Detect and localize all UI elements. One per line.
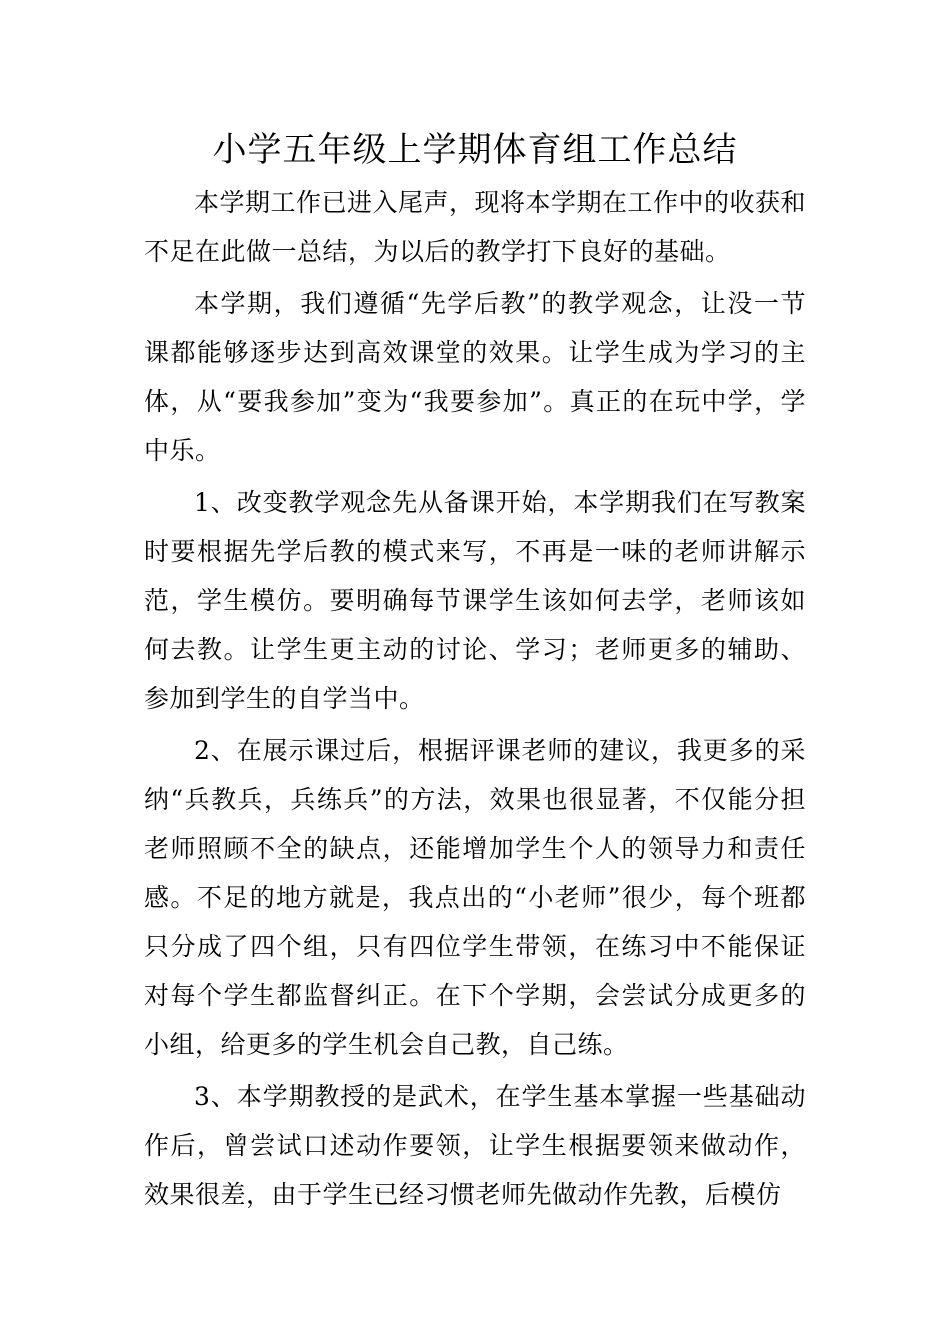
document-title: 小学五年级上学期体育组工作总结 [212,130,738,170]
paragraph-intro: 本学期工作已进入尾声，现将本学期在工作中的收获和不足在此做一总结，为以后的教学打下良好的基础。 [144,188,807,266]
paragraph-point-1: 1、改变教学观念先从备课开始，本学期我们在写教案时要根据先学后教的模式来写，不再是一味的老师讲解示范，学生模仿。要明确每节课学生该如何去学，老师该如何去教。让学生更主动的讨论、学习；老师更多的辅助、参加到学生的自学当中。 [144,488,806,713]
paragraph-point-3: 3、本学期教授的是武术，在学生基本掌握一些基础动作后，曾尝试口述动作要领，让学生根据要领来做动作，效果很差，由于学生已经习惯老师先做动作先教，后模仿 [144,1082,806,1209]
paragraph-point-2: 2、在展示课过后，根据评课老师的建议，我更多的采纳“兵教兵，兵练兵”的方法，效果也很显著，不仅能分担老师照顾不全的缺点，还能增加学生个人的领导力和责任感。不足的地方就是，我点出的“小老师”很少，每个班都只分成了四个组，只有四位学生带领，在练习中不能保证对每个学生都监督纠正。在下个学期，会尝试分成更多的小组，给更多的学生机会自己教，自己练。 [144,736,806,1059]
document-body [144,178,806,1222]
paragraph-teaching-concept: 本学期，我们遵循“先学后教”的教学观念，让没一节课都能够逐步达到高效课堂的效果。让学生成为学习的主体，从“要我参加”变为“我要参加”。真正的在玩中学，学中乐。 [144,289,806,465]
